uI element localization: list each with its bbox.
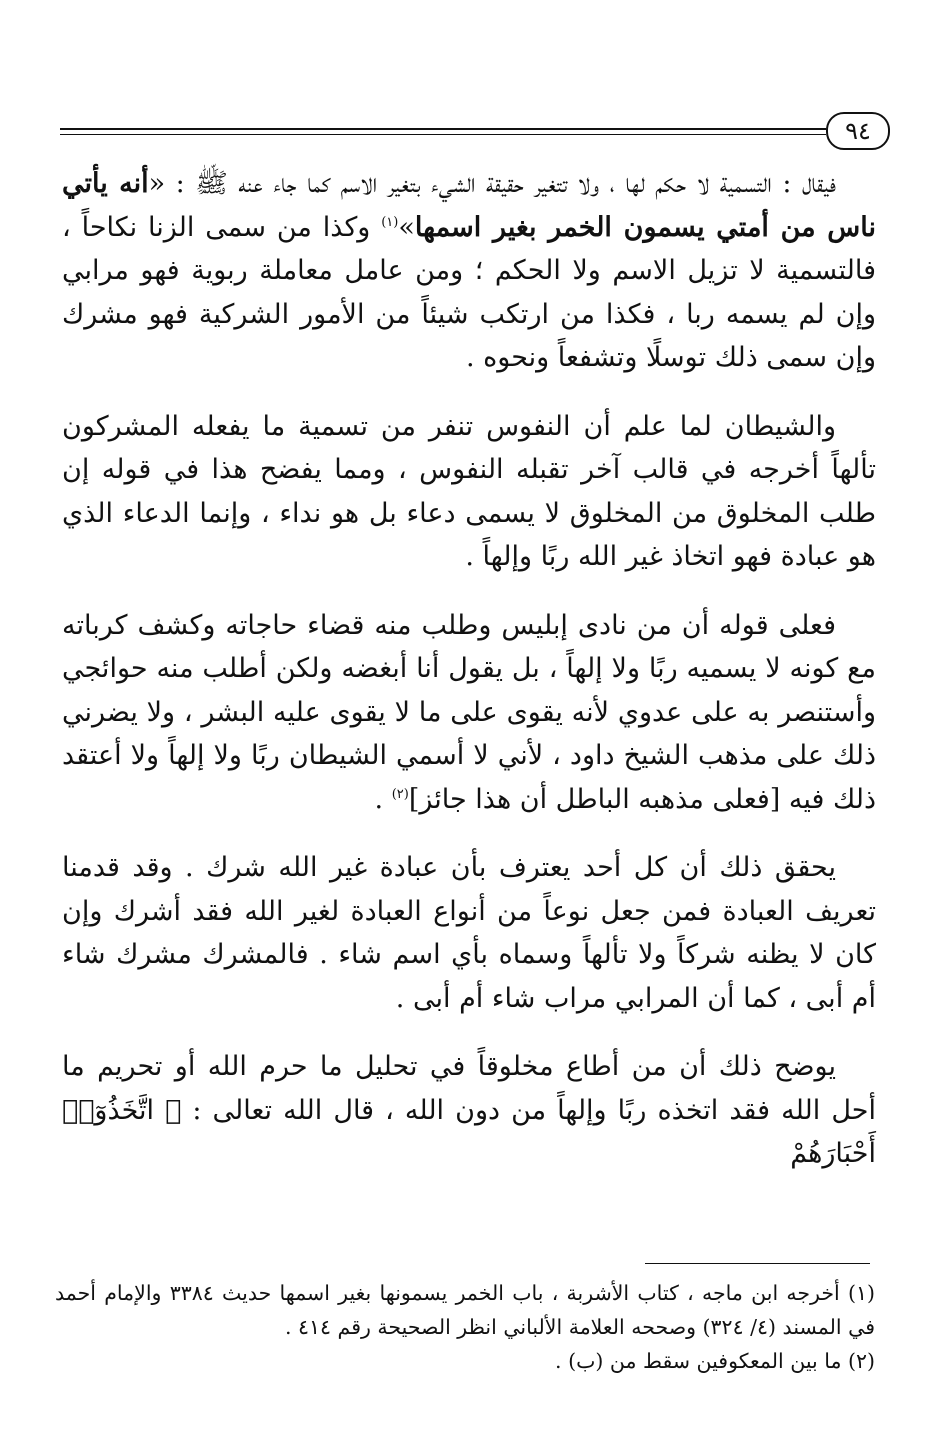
paragraph-1 [62, 162, 876, 380]
header-rule-thin [60, 134, 826, 135]
paragraph-text-end: . [374, 783, 392, 815]
page-header [60, 112, 890, 148]
paragraph-2 [62, 405, 876, 579]
paragraph-4 [62, 846, 876, 1020]
paragraph-text: يوضح ذلك أن من أطاع مخلوقاً في تحليل ما حرم الله أو تحريم ما أحل الله فقد اتخذه ربًا وإلهاً من دون الله ، قال الله تعالى : ﴿ اتَّخَذُوٓا۟ أَحْبَارَهُمْ [62, 1051, 876, 1169]
paragraph-text: فعلى قوله أن من نادى إبليس وطلب منه قضاء حاجاته وكشف كرباته مع كونه لا يسميه ربًا ولا إلهاً ، بل يقول أنا أبغضه ولكن أطلب منه حوائجي وأستنصر به على عدوي لأنه يقوى على ما لا يقوى عليه البشر ، ولا يضرني ذلك على مذهب الشيخ داود ، لأني لا أسمي الشيطان ربًا ولا إلهاً ولا أعتقد ذلك فيه [فعلى مذهبه الباطل أن هذا جائز] [62, 609, 876, 815]
paragraph-3 [62, 604, 876, 822]
footnote-separator [645, 1263, 870, 1264]
footnotes [55, 1276, 875, 1378]
paragraph-text: والشيطان لما علم أن النفوس تنفر من تسمية ما يفعله المشركون تألهاً أخرجه في قالب آخر تقبله النفوس ، ومما يفضح هذا في قوله إن طلب المخلوق من المخلوق لا يسمى دعاء بل هو نداء ، وإنما الدعاء الذي هو عبادة فهو اتخاذ غير الله ربًا وإلهاً . [62, 410, 876, 572]
paragraph-text-continued: وكذا من سمى الزنا نكاحاً ، فالتسمية لا تزيل الاسم ولا الحكم ؛ ومن عامل معاملة ربوية فهو مرابي وإن لم يسمه ربا ، فكذا من ارتكب شيئاً من الأمور الشركية فهو مشرك وإن سمى ذلك توسلًا وتشفعاً ونحوه . [62, 211, 877, 373]
hadith-quote: أنه يأتي ناس من أمتي يسمون الخمر بغير اسمها [62, 168, 877, 243]
footnote-ref-2: (٢) [391, 786, 409, 802]
footnote-1: (١) أخرجه ابن ماجه ، كتاب الأشربة ، باب الخمر يسمونها بغير اسمها حديث ٣٣٨٤ والإمام أحمد في المسند (٤/ ٣٢٤) وصححه العلامة الألباني انظر الصحيحة رقم ٤١٤ . [55, 1281, 875, 1339]
page-number: ٩٤ [826, 112, 890, 150]
quote-close: » [398, 211, 415, 243]
paragraph-5 [62, 1045, 876, 1176]
header-rule [60, 128, 826, 130]
paragraph-text: فيقال : التسمية لا حكم لها ، ولا تتغير حقيقة الشيء بتغير الاسم كما جاء عنه ﷺ : « [148, 168, 837, 199]
footnote-2: (٢) ما بين المعكوفين سقط من (ب) . [555, 1349, 875, 1373]
footnote-ref-1: (١) [381, 214, 399, 230]
paragraph-text: يحقق ذلك أن كل أحد يعترف بأن عبادة غير الله شرك . وقد قدمنا تعريف العبادة فمن جعل نوعاً من أنواع العبادة لغير الله فقد أشرك وإن كان لا يظنه شركاً ولا تألهاً وسماه بأي اسم شاء . فالمشرك مشرك شاء أم أبى ، كما أن المرابي مراب شاء أم أبى . [62, 852, 876, 1014]
body-text [62, 162, 876, 1201]
